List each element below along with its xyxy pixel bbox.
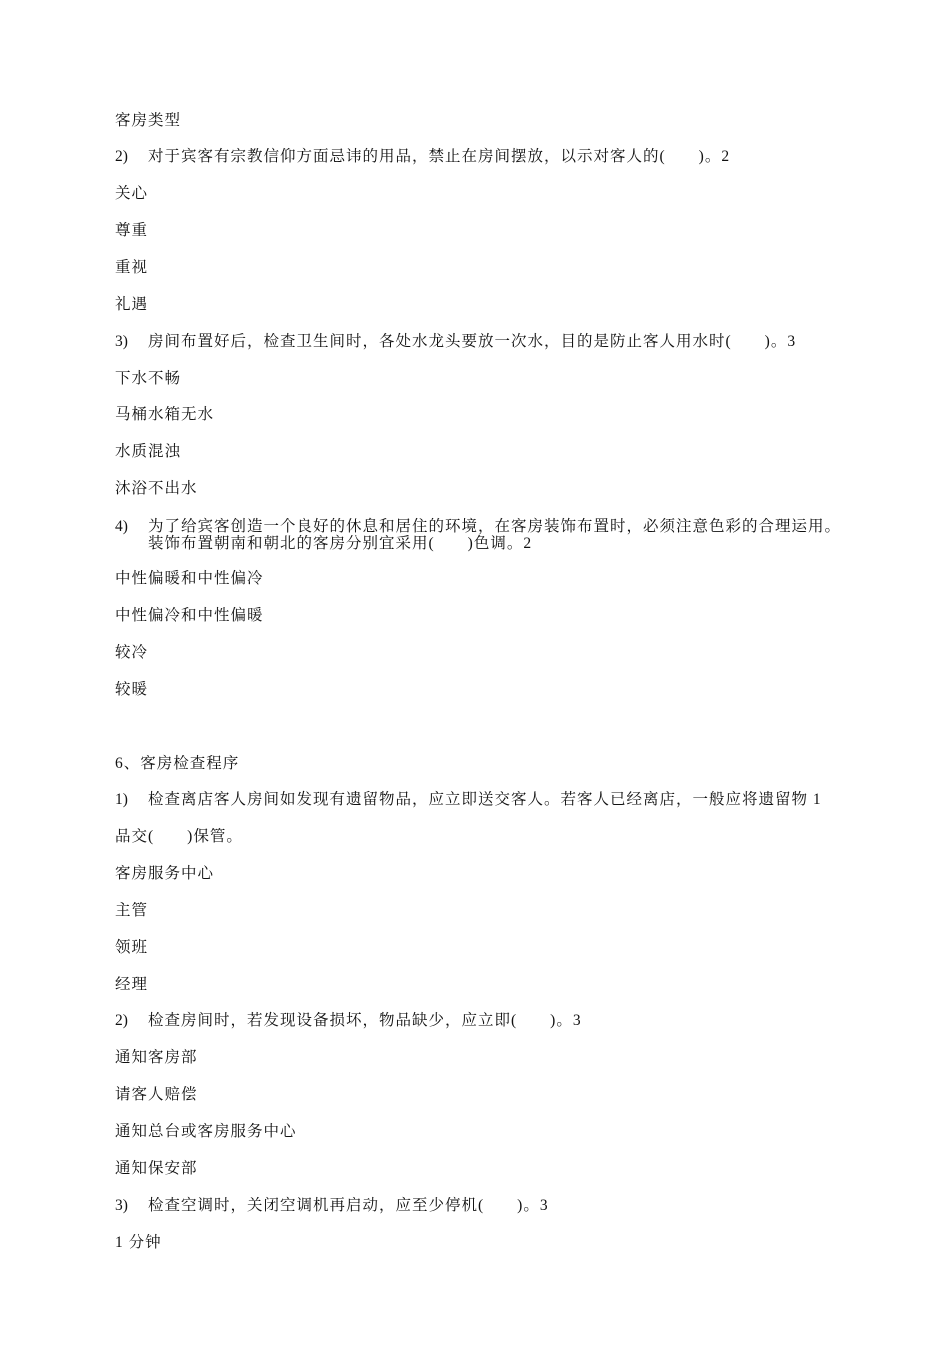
option-item: 较暖 <box>115 680 149 698</box>
option-item: 较冷 <box>115 644 149 661</box>
question-3 <box>115 324 915 361</box>
option-item: 客房服务中心 <box>115 865 215 883</box>
question-text-continuation: 品交( )保管。 <box>115 828 243 846</box>
question-text-line: 装饰布置朝南和朝北的客房分别宜采用( )色调。2 <box>148 534 533 552</box>
question-2 <box>115 139 915 176</box>
question-text: 对于宾客有宗教信仰方面忌讳的用品，禁止在房间摆放，以示对客人的( )。2 <box>148 148 731 166</box>
option-item: 关心 <box>115 185 149 203</box>
section-6-question-3 <box>115 1188 915 1225</box>
option-item: 客房类型 <box>115 111 182 129</box>
option-item: 马桶水箱无水 <box>115 406 215 424</box>
option-item: 主管 <box>115 901 149 919</box>
question-text: 检查空调时，关闭空调机再启动，应至少停机( )。3 <box>148 1196 549 1214</box>
option-item: 经理 <box>115 975 149 993</box>
question-text <box>148 518 841 562</box>
question-number: 3) <box>115 332 128 350</box>
question-number: 2) <box>115 1012 128 1030</box>
question-number: 1) <box>115 791 128 809</box>
question-text: 检查房间时，若发现设备损坏，物品缺少，应立即( )。3 <box>148 1012 582 1030</box>
question-number: 3) <box>115 1196 128 1214</box>
question-text: 房间布置好后，检查卫生间时，各处水龙头要放一次水，目的是防止客人用水时( )。3 <box>148 332 797 350</box>
option-item: 通知总台或客房服务中心 <box>115 1122 297 1140</box>
section-6-question-1 <box>115 782 915 819</box>
option-item: 中性偏暖和中性偏冷 <box>115 570 264 588</box>
option-item: 领班 <box>115 938 149 956</box>
option-item: 中性偏冷和中性偏暖 <box>115 607 264 625</box>
question-4 <box>115 508 915 561</box>
option-item: 通知保安部 <box>115 1159 198 1177</box>
option-item: 尊重 <box>115 222 149 240</box>
document-body <box>115 103 915 1262</box>
option-item: 沐浴不出水 <box>115 480 198 498</box>
option-item: 通知客房部 <box>115 1049 198 1067</box>
option-item: 重视 <box>115 258 149 276</box>
section-heading: 6、客房检查程序 <box>115 754 240 772</box>
option-item: 请客人赔偿 <box>115 1086 198 1104</box>
option-item: 水质混浊 <box>115 443 182 461</box>
section-6-question-2 <box>115 1003 915 1040</box>
blank-line <box>115 709 915 746</box>
option-item: 1 分钟 <box>115 1233 162 1251</box>
question-number: 2) <box>115 148 128 166</box>
question-text: 检查离店客人房间如发现有遗留物品，应立即送交客人。若客人已经离店，一般应将遗留物 1 <box>148 791 822 809</box>
question-number: 4) <box>115 517 128 535</box>
option-item: 礼遇 <box>115 295 149 313</box>
question-text-line: 为了给宾客创造一个良好的休息和居住的环境，在客房装饰布置时，必须注意色彩的合理运用。 <box>148 517 842 535</box>
option-item: 下水不畅 <box>115 369 182 387</box>
